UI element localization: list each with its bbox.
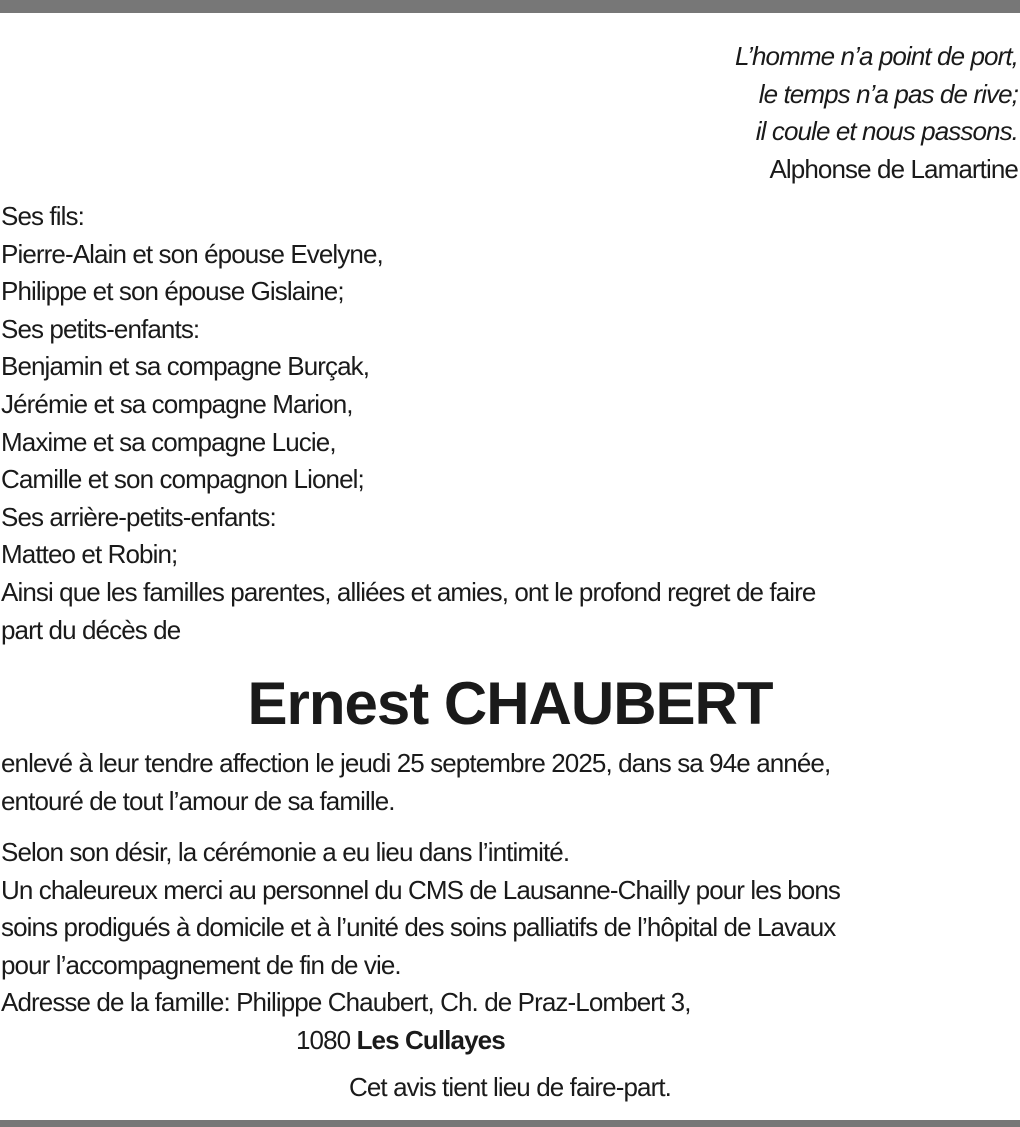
address-city: Les Cullayes (356, 1024, 505, 1055)
family-line: Ses fils: (1, 201, 84, 231)
passing-text (1, 745, 1020, 820)
family-line: Philippe et son épouse Gislaine; (1, 276, 344, 307)
top-rule (0, 0, 1020, 13)
family-line: Benjamin et sa compagne Burçak, (1, 351, 370, 382)
details-line: Un chaleureux merci au personnel du CMS de Lausanne-Chailly pour les bons (1, 874, 841, 905)
details-line: soins prodigués à domicile et à l’unité des soins palliatifs de l’hôpital de Lavaux (1, 912, 836, 943)
epigraph (735, 38, 1018, 188)
family-line: part du décès de (1, 614, 181, 645)
family-line: Ainsi que les familles parentes, alliées et amies, ont le profond regret de faire (1, 576, 816, 607)
passing-line: enlevé à leur tendre affection le jeudi 25 septembre 2025, dans sa 94e année, (1, 748, 831, 778)
family-line: Ses petits-enfants: (1, 313, 200, 344)
details-line: Adresse de la famille: Philippe Chaubert, Ch. de Praz-Lombert 3, (1, 987, 691, 1018)
epigraph-line: il coule et nous passons. (755, 116, 1018, 146)
family-line: Pierre-Alain et son épouse Evelyne, (1, 238, 383, 269)
family-line: Matteo et Robin; (1, 539, 178, 570)
passing-line: entouré de tout l’amour de sa famille. (1, 785, 395, 816)
family-line: Camille et son compagnon Lionel; (1, 464, 364, 495)
details-text (1, 834, 1020, 1060)
family-line: Ses arrière-petits-enfants: (1, 501, 276, 532)
details-line: Selon son désir, la cérémonie a eu lieu dans l’intimité. (1, 837, 570, 867)
family-list (1, 198, 1020, 649)
epigraph-line: le temps n’a pas de rive; (758, 78, 1018, 109)
notice-text: Cet avis tient lieu de faire-part. (348, 1072, 671, 1102)
family-line: Jérémie et sa compagne Marion, (1, 388, 353, 419)
epigraph-line: L’homme n’a point de port, (734, 41, 1018, 71)
deceased-name: Ernest CHAUBERT (247, 670, 773, 737)
bottom-rule (0, 1120, 1020, 1127)
address-postcode: 1080 (296, 1024, 351, 1055)
family-line: Maxime et sa compagne Lucie, (1, 426, 336, 457)
epigraph-author: Alphonse de Lamartine (769, 153, 1018, 184)
details-line: pour l’accompagnement de fin de vie. (1, 949, 401, 980)
address-city-line (1, 1022, 1020, 1060)
